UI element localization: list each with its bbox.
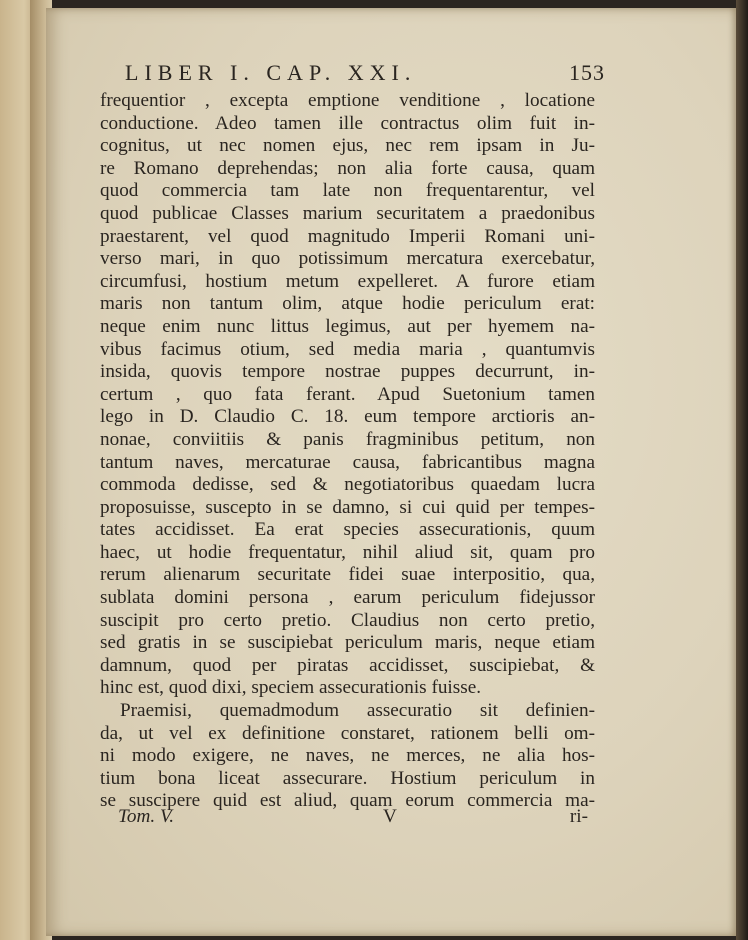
text-line: nonae, conviitiis & panis fragminibus petitum, non	[100, 428, 595, 450]
body-text	[100, 90, 595, 813]
text-line: ni modo exigere, ne naves, ne merces, ne alia hos-	[100, 745, 595, 767]
text-line: neque enim nunc littus legimus, aut per hyemem na-	[100, 315, 595, 337]
text-line: hinc est, quod dixi, speciem assecurationis fuisse.	[100, 677, 482, 699]
catchword: ri-	[569, 806, 588, 827]
page-number: 153	[569, 60, 605, 85]
text-line: quod publicae Classes marium securitatem a praedonibus	[100, 202, 595, 224]
text-line: da, ut vel ex definitione constaret, rationem belli om-	[100, 722, 595, 744]
volume-marker: Tom. V.	[118, 806, 174, 827]
text-line: haec, ut hodie frequentatur, nihil aliud sit, quam pro	[100, 541, 595, 563]
text-line: sed gratis in se suscipiebat periculum maris, neque etiam	[100, 632, 595, 654]
text-line: rerum alienarum securitate fidei suae interpositio, qua,	[100, 564, 595, 586]
text-line: sublata domini persona , earum periculum fidejussor	[100, 587, 595, 609]
text-line: re Romano deprehendas; non alia forte causa, quam	[100, 157, 595, 179]
text-line: tium bona liceat assecurare. Hostium periculum in	[100, 767, 595, 789]
text-line: verso mari, in quo potissimum mercatura exercebatur,	[100, 248, 595, 270]
scan-border	[736, 0, 748, 940]
text-line: insida, quovis tempore nostrae puppes decurrunt, in-	[100, 361, 595, 383]
text-line: damnum, quod per piratas accidisset, suscipiebat, &	[100, 654, 595, 676]
text-line: quod commercia tam late non frequentarentur, vel	[100, 180, 595, 202]
text-line: maris non tantum olim, atque hodie periculum erat:	[100, 293, 595, 315]
text-line: lego in D. Claudio C. 18. eum tempore arctioris an-	[100, 406, 595, 428]
text-line: tantum naves, mercaturae causa, fabricantibus magna	[100, 451, 595, 473]
running-head-title: LIBER I. CAP. XXI.	[125, 60, 417, 85]
text-line: conductione. Adeo tamen ille contractus olim fuit in-	[100, 112, 595, 134]
text-line: suscipit pro certo pretio. Claudius non certo pretio,	[100, 609, 595, 631]
signature-mark: V	[383, 806, 397, 827]
text-line: praestarent, vel quod magnitudo Imperii Romani uni-	[100, 225, 595, 247]
text-line: frequentior , excepta emptione venditione , locatione	[100, 90, 595, 111]
text-line: vibus facimus otium, sed media maria , quantumvis	[100, 338, 595, 360]
text-line: tates accidisset. Ea erat species assecurationis, quum	[100, 519, 595, 541]
text-line: certum , quo fata ferant. Apud Suetonium tamen	[100, 383, 595, 405]
text-line: cognitus, ut nec nomen ejus, nec rem ipsam in Ju-	[100, 135, 595, 157]
text-line: commoda dedisse, sed & negotiatoribus quaedam lucra	[100, 474, 595, 496]
text-line: proposuisse, suscepto in se damno, si cui quid per tempes-	[100, 496, 595, 518]
text-line: se suscipere quid est aliud, quam eorum commercia ma-	[100, 790, 595, 812]
text-line: circumfusi, hostium metum expelleret. A furore etiam	[100, 270, 595, 292]
paragraph-start-line: Praemisi, quemadmodum assecuratio sit definien-	[120, 700, 595, 722]
